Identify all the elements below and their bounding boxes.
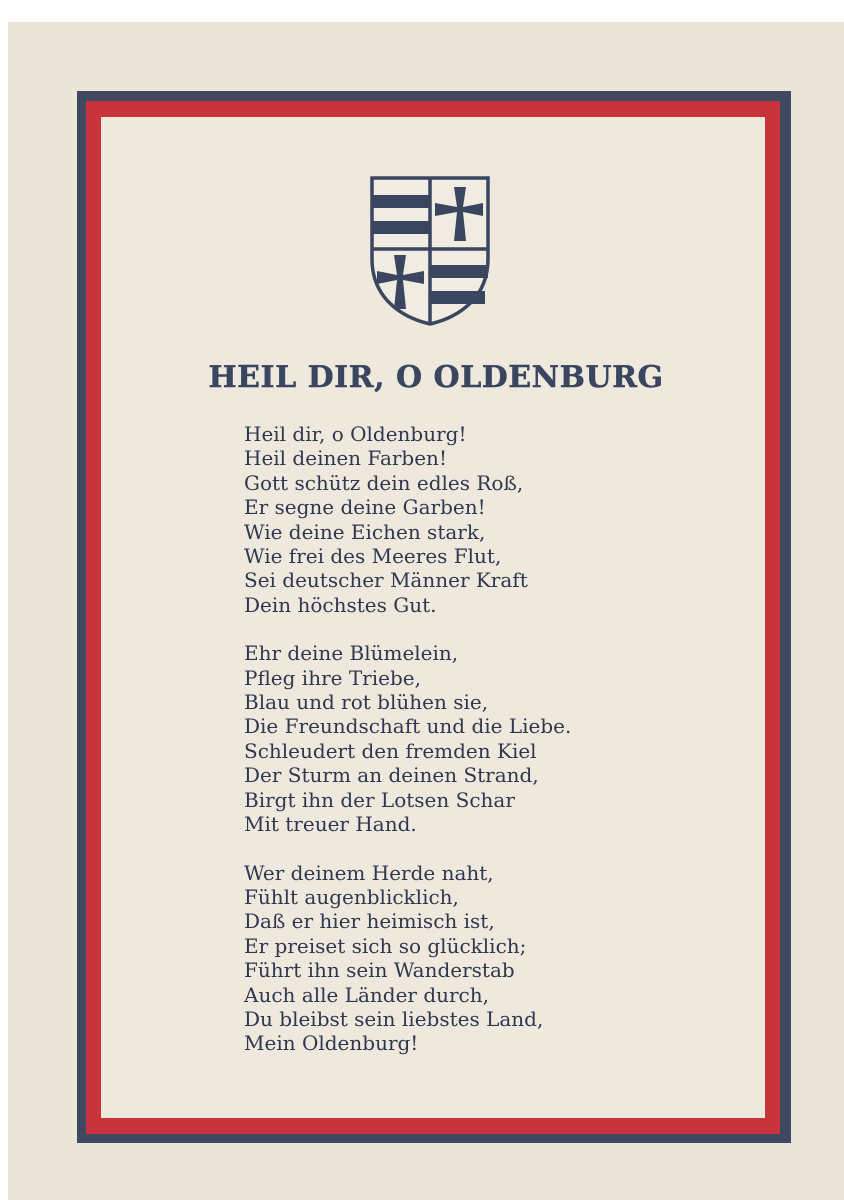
- lyric-line: Der Sturm an deinen Strand,: [244, 763, 539, 788]
- lyric-line: Wie deine Eichen stark,: [244, 519, 486, 544]
- lyric-line: Wie frei des Meeres Flut,: [244, 544, 502, 569]
- lyric-line: Ehr deine Blümelein,: [244, 641, 459, 666]
- lyric-line: Heil deinen Farben!: [244, 446, 447, 471]
- lyric-line: Pfleg ihre Triebe,: [244, 665, 421, 690]
- lyric-line: Er preiset sich so glücklich;: [244, 933, 527, 958]
- scan-background: [0, 0, 844, 22]
- lyric-line: Du bleibst sein liebstes Land,: [244, 1006, 544, 1031]
- lyric-line: Mit treuer Hand.: [244, 812, 417, 837]
- lyric-line: Schleudert den fremden Kiel: [244, 738, 537, 763]
- lyric-line: Er segne deine Garben!: [244, 495, 486, 520]
- song-lyrics: [244, 422, 664, 1080]
- lyric-line: Gott schütz dein edles Roß,: [244, 470, 524, 495]
- lyric-line: Auch alle Länder durch,: [244, 982, 489, 1007]
- lyric-line: Mein Oldenburg!: [244, 1031, 419, 1056]
- lyric-line: Birgt ihn der Lotsen Schar: [244, 787, 515, 812]
- lyric-line: Daß er hier heimisch ist,: [244, 909, 495, 934]
- lyric-line: Die Freundschaft und die Liebe.: [244, 714, 572, 739]
- stanza-1: [244, 422, 664, 617]
- lyric-line: Fühlt augenblicklich,: [244, 884, 459, 909]
- song-title: HEIL DIR, O OLDENBURG: [208, 360, 664, 395]
- lyric-line: Wer deinem Herde naht,: [244, 860, 494, 885]
- coat-of-arms-icon: [368, 175, 492, 327]
- lyric-line: Führt ihn sein Wanderstab: [244, 958, 515, 983]
- lyric-line: Blau und rot blühen sie,: [244, 690, 489, 715]
- lyric-line: Heil dir, o Oldenburg!: [244, 422, 467, 446]
- lyric-line: Sei deutscher Männer Kraft: [244, 568, 528, 593]
- stanza-3: [244, 861, 664, 1056]
- lyric-line: Dein höchstes Gut.: [244, 592, 437, 617]
- stanza-2: [244, 641, 664, 836]
